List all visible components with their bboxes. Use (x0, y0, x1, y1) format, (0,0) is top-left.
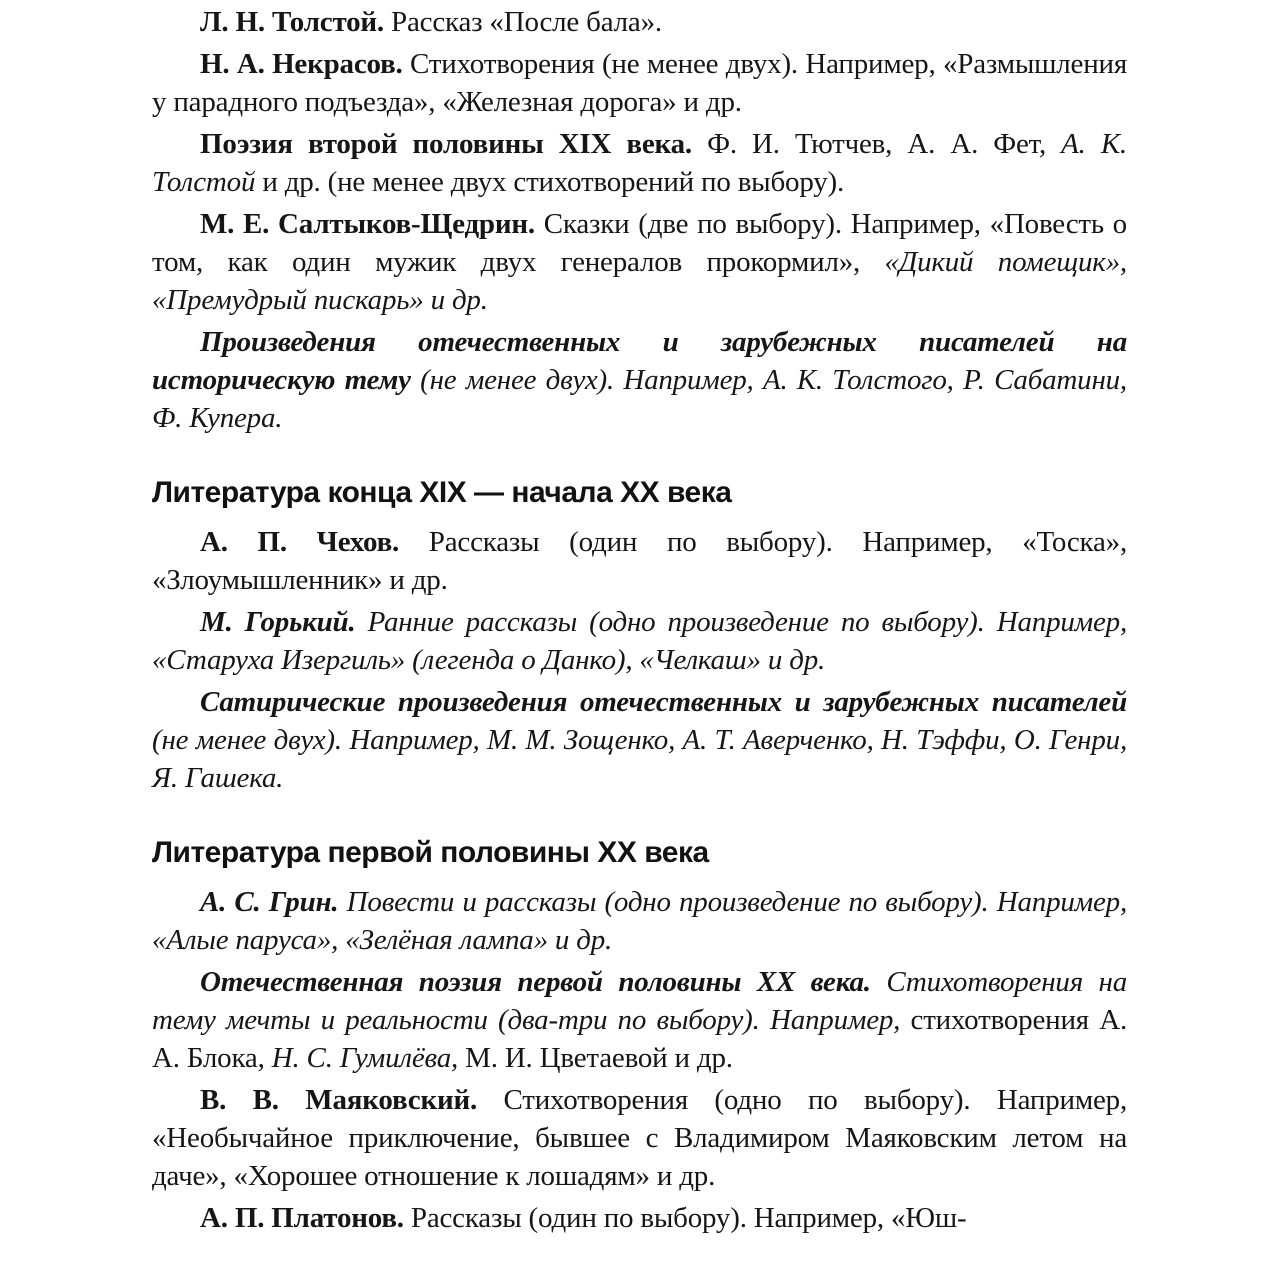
text-segment: Стихотворения на тему мечты и реальности (два-три по выбору). Например, (152, 966, 1127, 1036)
paragraph (152, 883, 1127, 959)
text-segment: Рассказ «После бала». (384, 6, 662, 38)
text-segment: Поэзия второй половины XIX века. (200, 128, 692, 160)
text-segment: Сказки (две по выбору). Например, «Повесть о том, как один мужик двух генералов прокормил», (152, 208, 1127, 278)
text-segment: Отечественная поэзия первой половины XX века. (200, 966, 871, 998)
text-segment: Л. Н. Толстой. (200, 6, 384, 38)
text-segment: Стихотворения (не менее двух). Например, «Размышления у парадного подъезда», «Железная дорога» и др. (152, 48, 1128, 118)
text-segment: стихотворения А. А. Блока, (152, 1004, 1127, 1074)
paragraph (152, 205, 1127, 319)
text-segment: В. В. Маяковский. (200, 1084, 478, 1116)
text-segment: Рассказы (один по выбору). Например, «Тоска», «Злоумышленник» и др. (152, 526, 1127, 596)
paragraph (152, 603, 1127, 679)
paragraph (152, 1081, 1127, 1195)
text-segment: А. С. Грин. (200, 886, 339, 918)
text-segment: Сатирические произведения отечественных и зарубежных писателей (200, 686, 1127, 718)
text-segment: М. Е. Салтыков-Щедрин. (200, 208, 535, 240)
section-0 (152, 3, 1127, 437)
curriculum-reading-list (152, 3, 1127, 1237)
text-segment: М. Горький. (200, 606, 356, 638)
text-segment: Повести и рассказы (одно произведение по выбору). Например, «Алые паруса», «Зелёная лампа» и др. (152, 886, 1127, 956)
text-segment: Стихотворения (одно по выбору). Например, «Необычайное приключение, бывшее с Владимиром Маяковским летом на даче», «Хорошее отношение к лошадям» и др. (152, 1084, 1128, 1192)
text-segment: Н. С. Гумилёва, (271, 1042, 459, 1074)
text-segment: А. П. Платонов. (200, 1202, 404, 1234)
text-segment: (не менее двух). Например, М. М. Зощенко, А. Т. Аверченко, Н. Тэффи, О. Генри, Я. Гашека. (152, 724, 1127, 794)
section-heading: Литература первой половины XX века (152, 836, 709, 869)
paragraph (152, 683, 1127, 797)
text-segment: А. П. Чехов. (200, 526, 400, 558)
text-segment: «Дикий помещик», «Премудрый пискарь» и др. (152, 246, 1127, 316)
text-segment: М. И. Цветаевой и др. (458, 1042, 733, 1074)
text-segment: (не менее двух). Например, А. К. Толстого, Р. Сабатини, Ф. Купера. (152, 364, 1127, 434)
text-segment: Ранние рассказы (одно произведение по выбору). Например, «Старуха Изергиль» (легенда о Данко), «Челкаш» и др. (152, 606, 1127, 676)
paragraph (152, 45, 1127, 121)
paragraph (152, 523, 1127, 599)
paragraph (152, 3, 1127, 41)
paragraph (152, 963, 1127, 1077)
section-1 (152, 473, 1127, 797)
paragraph (152, 1199, 1127, 1237)
text-segment: и др. (не менее двух стихотворений по выбору). (255, 166, 845, 198)
paragraph (152, 323, 1127, 437)
section-2 (152, 833, 1127, 1237)
text-segment: Ф. И. Тютчев, А. А. Фет, (691, 128, 1062, 160)
section-heading: Литература конца XIX — начала XX века (152, 476, 732, 509)
text-segment: А. К. Толстой (152, 128, 1127, 198)
text-segment: Произведения отечественных и зарубежных писателей на историческую тему (152, 326, 1127, 396)
text-segment: Н. А. Некрасов. (200, 48, 403, 80)
text-segment: Рассказы (один по выбору). Например, «Юш- (403, 1202, 967, 1234)
paragraph (152, 125, 1127, 201)
